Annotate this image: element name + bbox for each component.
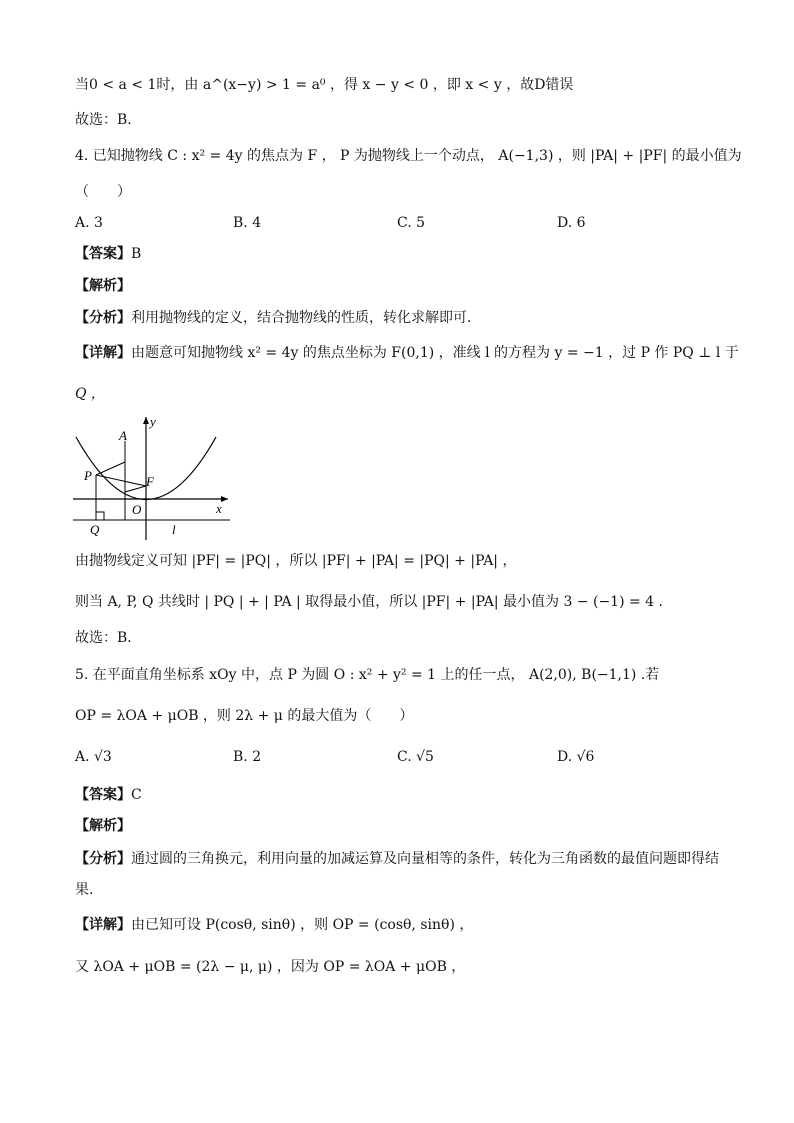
label-l: l [172,522,176,537]
question-4: 4. 已知抛物线 C : x² = 4y 的焦点为 F ， P 为抛物线上一个动点， A(−1,3) ，则 |PA| + |PF| 的最小值为 [75,148,742,164]
answer-value: B [131,246,142,262]
option-c: C. 5 [397,215,426,231]
option-c: C. √5 [397,749,434,765]
text-line: Q ， [75,386,105,402]
answer-placeholder: （ ） [75,184,131,200]
answer-line [75,244,141,264]
text-line: 则当 A, P, Q 共线时 | PQ | + | PA | 取得最小值，所以 |PF| + |PA| 最小值为 3 − (−1) = 4 . [75,594,663,610]
label-f: F [146,474,154,489]
label-x: x [216,501,222,516]
analysis-heading: 【解析】 [75,818,131,834]
answer-line [75,785,142,805]
option-a: A. √3 [75,749,112,765]
option-d: D. √6 [557,749,595,765]
analysis-text: 通过圆的三角换元，利用向量的加减运算及向量相等的条件，转化为三角函数的最值问题即得结 [131,851,719,867]
text-line: 当0 < a < 1时，由 a^(x−y) > 1 = a⁰ ，得 x − y < 0 ，即 x < y ，故D错误 [75,77,574,93]
analysis-text: 利用抛物线的定义，结合抛物线的性质，转化求解即可． [131,310,481,326]
label-o: O [132,502,142,517]
detail-tag: 【详解】 [75,917,131,933]
text-line: 由抛物线定义可知 |PF| = |PQ| ，所以 |PF| + |PA| = |PQ| + |PA| ， [75,553,517,569]
label-a: A [119,428,127,443]
option-d: D. 6 [557,215,586,231]
analysis-line [75,849,719,869]
option-b: B. 4 [233,215,262,231]
detail-text: 由已知可设 P(cosθ, sinθ) ，则 OP = (cosθ, sinθ) ， [131,917,474,933]
analysis-tag: 【分析】 [75,310,131,326]
text-line: 故选：B. [75,112,132,128]
option-a: A. 3 [75,215,103,231]
analysis-line [75,308,481,328]
text-line: 又 λOA + μOB = (2λ − μ, μ) ，因为 OP = λOA + μOB ， [75,959,466,975]
answer-tag: 【答案】 [75,787,131,803]
analysis-label: 解析 [89,818,117,834]
question-5: 5. 在平面直角坐标系 xOy 中，点 P 为圆 O : x² + y² = 1 上的任一点， A(2,0), B(−1,1) .若 [75,667,660,683]
answer-tag: 【答案】 [75,246,131,262]
parabola-figure [70,412,235,542]
analysis-label: 解析 [89,278,117,294]
detail-tag: 【详解】 [75,345,131,361]
label-q: Q [90,522,100,537]
analysis-tag: 【分析】 [75,851,131,867]
analysis-heading: 【解析】 [75,278,131,294]
answer-value: C [131,787,142,803]
text-line: OP = λOA + μOB ，则 2λ + μ 的最大值为（ ） [75,708,414,724]
text-line: 果. [75,882,94,898]
text-line: 故选：B． [75,630,142,646]
label-y: y [150,414,156,429]
detail-line [75,343,739,363]
detail-text: 由题意可知抛物线 x² = 4y 的焦点坐标为 F(0,1) ，准线 l 的方程为 y = −1 ，过 P 作 PQ ⊥ l 于 [131,345,739,361]
option-b: B. 2 [233,749,262,765]
label-p: P [84,468,92,483]
detail-line [75,915,473,935]
